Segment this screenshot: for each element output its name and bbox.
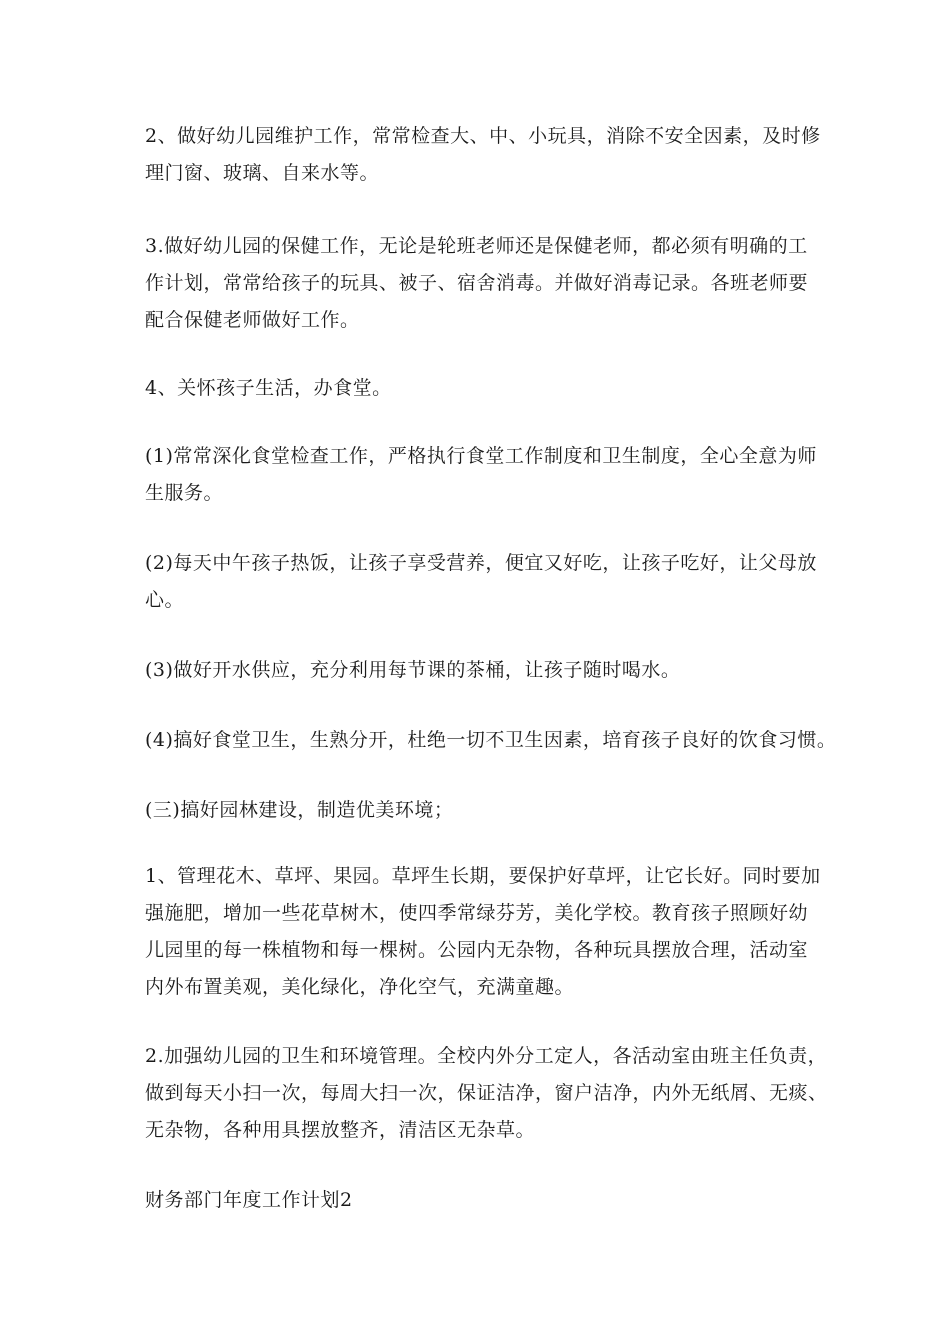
- text-line: 配合保健老师做好工作。: [145, 309, 360, 331]
- section-heading-garden: [145, 792, 845, 829]
- paragraph-garden-management: [145, 858, 845, 1006]
- text-line: 1、管理花木、草坪、果园。草坪生长期，要保护好草坪，让它长好。同时要加: [145, 865, 821, 887]
- paragraph-health-care: [145, 228, 845, 339]
- text-line: (4)搞好食堂卫生，生熟分开，杜绝一切不卫生因素，培育孩子良好的饮食习惯。: [145, 729, 837, 751]
- text-line: 理门窗、玻璃、自来水等。: [145, 162, 380, 184]
- document-section-title: [145, 1182, 845, 1219]
- paragraph-maintenance: [145, 118, 845, 192]
- text-line: (1)常常深化食堂检查工作，严格执行食堂工作制度和卫生制度，全心全意为师: [145, 445, 817, 467]
- text-line: 4、关怀孩子生活，办食堂。: [145, 377, 392, 399]
- text-line: (三)搞好园林建设，制造优美环境；: [145, 799, 454, 821]
- text-line: 儿园里的每一株植物和每一棵树。公园内无杂物，各种玩具摆放合理，活动室: [145, 939, 809, 961]
- text-line: (3)做好开水供应，充分利用每节课的茶桶，让孩子随时喝水。: [145, 659, 681, 681]
- text-line: 3.做好幼儿园的保健工作，无论是轮班老师还是保健老师，都必须有明确的工: [145, 235, 808, 257]
- text-line: 心。: [145, 589, 185, 611]
- text-line: (2)每天中午孩子热饭，让孩子享受营养，便宜又好吃，让孩子吃好，让父母放: [145, 552, 817, 574]
- text-line: 无杂物，各种用具摆放整齐，清洁区无杂草。: [145, 1119, 536, 1141]
- text-line: 财务部门年度工作计划2: [145, 1189, 353, 1211]
- text-line: 2.加强幼儿园的卫生和环境管理。全校内外分工定人，各活动室由班主任负责，: [145, 1045, 828, 1067]
- paragraph-canteen-hygiene: [145, 722, 845, 759]
- paragraph-child-life: [145, 370, 845, 407]
- paragraph-hot-meals: [145, 545, 845, 619]
- text-line: 作计划，常常给孩子的玩具、被子、宿舍消毒。并做好消毒记录。各班老师要: [145, 272, 809, 294]
- text-line: 内外布置美观，美化绿化，净化空气，充满童趣。: [145, 976, 575, 998]
- text-line: 强施肥，增加一些花草树木，使四季常绿芬芳，美化学校。教育孩子照顾好幼: [145, 902, 809, 924]
- paragraph-environment-management: [145, 1038, 845, 1149]
- paragraph-water-supply: [145, 652, 845, 689]
- paragraph-canteen-inspection: [145, 438, 845, 512]
- text-line: 做到每天小扫一次，每周大扫一次，保证洁净，窗户洁净，内外无纸屑、无痰、: [145, 1082, 828, 1104]
- text-line: 2、做好幼儿园维护工作，常常检查大、中、小玩具，消除不安全因素，及时修: [145, 125, 821, 147]
- text-line: 生服务。: [145, 482, 224, 504]
